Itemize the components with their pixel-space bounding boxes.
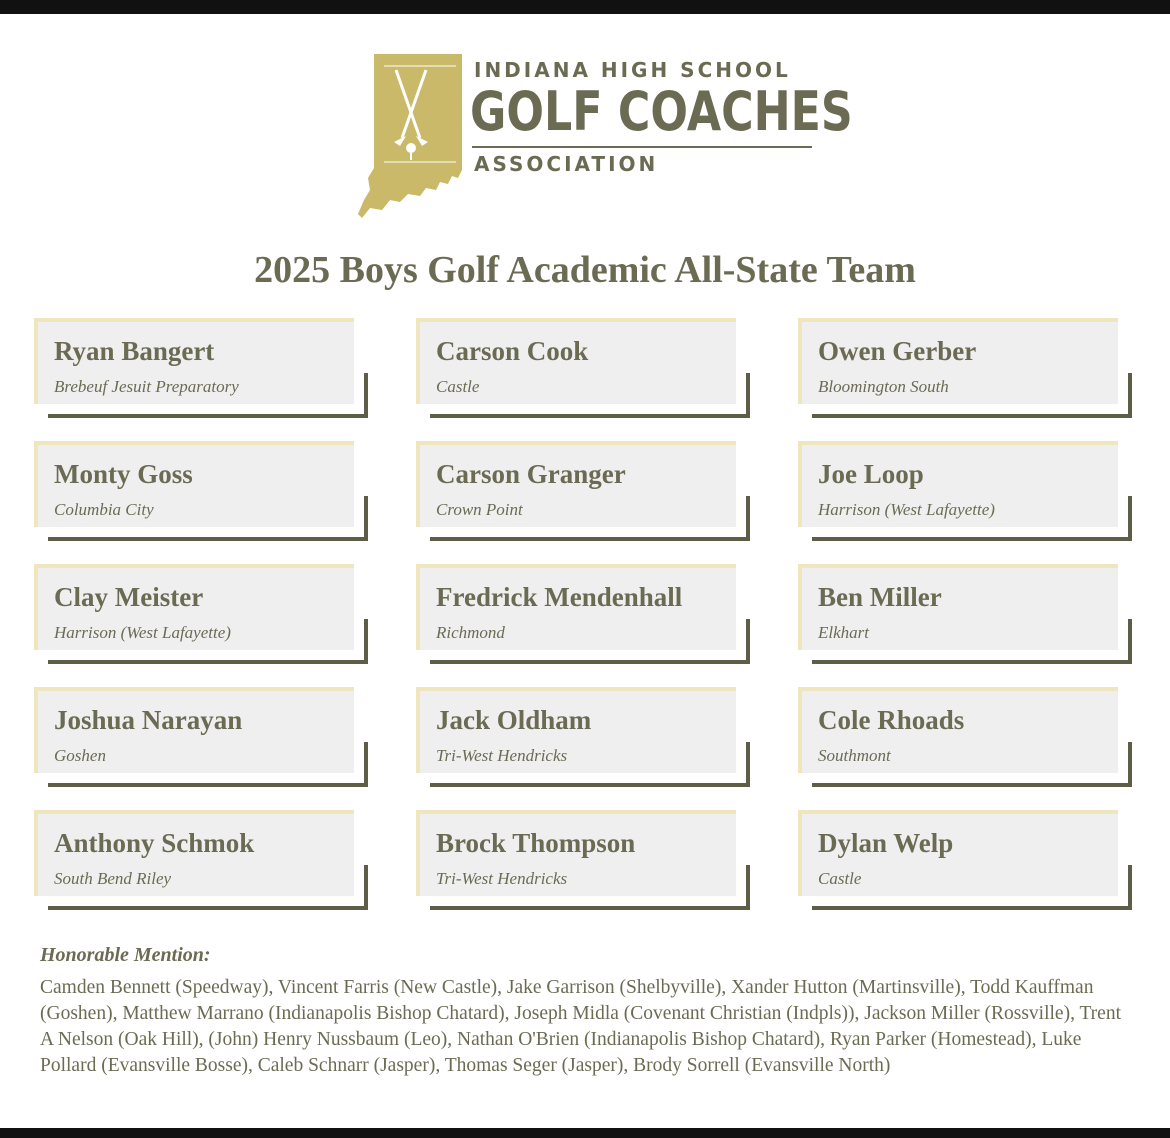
indiana-state-logo-icon bbox=[356, 50, 466, 222]
card-shadow bbox=[746, 496, 750, 541]
player-card bbox=[416, 810, 750, 908]
player-school: Goshen bbox=[54, 746, 106, 765]
card-shadow bbox=[746, 742, 750, 787]
player-card bbox=[34, 564, 368, 662]
card-shadow bbox=[364, 373, 368, 418]
top-border bbox=[0, 0, 1170, 14]
card-shadow bbox=[48, 906, 368, 910]
card-shadow bbox=[364, 496, 368, 541]
card-shadow bbox=[1128, 496, 1132, 541]
player-name: Monty Goss bbox=[54, 459, 193, 489]
card-shadow bbox=[48, 414, 368, 418]
player-school: Elkhart bbox=[818, 623, 869, 642]
player-name: Brock Thompson bbox=[436, 828, 636, 858]
player-school: Crown Point bbox=[436, 500, 523, 519]
player-card bbox=[798, 687, 1132, 785]
card-shadow bbox=[812, 414, 1132, 418]
player-card bbox=[798, 318, 1132, 416]
player-school: Castle bbox=[818, 869, 862, 888]
card-shadow bbox=[746, 619, 750, 664]
player-name: Ryan Bangert bbox=[54, 336, 215, 366]
card-shadow bbox=[364, 865, 368, 910]
player-name: Joe Loop bbox=[818, 459, 924, 489]
card-shadow bbox=[1128, 865, 1132, 910]
card-shadow bbox=[1128, 619, 1132, 664]
player-card bbox=[34, 441, 368, 539]
card-shadow bbox=[1128, 742, 1132, 787]
honorable-mention-list: Camden Bennett (Speedway), Vincent Farris (New Castle), Jake Garrison (Shelbyville), Xander Hutton (Martinsville), Todd Kauffman (Goshen), Matthew Marrano (Indianapolis Bishop Chatard), Joseph Midla (Covenant Christian (Indpls)), Jackson Miller (Rossville), Trent A Nelson (Oak Hill), (John) Henry Nussbaum (Leo), Nathan O'Brien (Indianapolis Bishop Chatard), Ryan Parker (Homestead), Luke Pollard (Evansville Bosse), Caleb Schnarr (Jasper), Thomas Seger (Jasper), Brody Sorrell (Evansville North) bbox=[40, 977, 1122, 1076]
card-shadow bbox=[430, 906, 750, 910]
card-shadow bbox=[48, 660, 368, 664]
player-card bbox=[416, 687, 750, 785]
player-name: Clay Meister bbox=[54, 582, 204, 612]
player-card bbox=[798, 810, 1132, 908]
card-shadow bbox=[48, 537, 368, 541]
player-school: Tri-West Hendricks bbox=[436, 869, 568, 888]
card-shadow bbox=[430, 537, 750, 541]
player-name: Ben Miller bbox=[818, 582, 942, 612]
player-card bbox=[416, 564, 750, 662]
card-shadow bbox=[364, 742, 368, 787]
player-school: Southmont bbox=[818, 746, 891, 765]
player-name: Owen Gerber bbox=[818, 336, 977, 366]
player-name: Fredrick Mendenhall bbox=[436, 582, 683, 612]
card-shadow bbox=[812, 537, 1132, 541]
card-shadow bbox=[746, 373, 750, 418]
card-shadow bbox=[1128, 373, 1132, 418]
card-shadow bbox=[430, 414, 750, 418]
player-school: Harrison (West Lafayette) bbox=[818, 500, 995, 519]
player-card bbox=[416, 441, 750, 539]
card-shadow bbox=[746, 865, 750, 910]
player-school: Brebeuf Jesuit Preparatory bbox=[54, 377, 239, 396]
player-name: Anthony Schmok bbox=[54, 828, 255, 858]
card-shadow bbox=[812, 906, 1132, 910]
player-school: Columbia City bbox=[54, 500, 154, 519]
card-shadow bbox=[48, 783, 368, 787]
player-name: Dylan Welp bbox=[818, 828, 954, 858]
player-card bbox=[798, 564, 1132, 662]
player-school: Tri-West Hendricks bbox=[436, 746, 568, 765]
player-school: Harrison (West Lafayette) bbox=[54, 623, 231, 642]
association-logo bbox=[356, 50, 853, 222]
org-line-3: ASSOCIATION bbox=[474, 152, 659, 176]
honorable-mention-label: Honorable Mention: bbox=[40, 944, 211, 966]
card-shadow bbox=[812, 783, 1132, 787]
player-name: Carson Granger bbox=[436, 459, 626, 489]
card-shadow bbox=[430, 660, 750, 664]
card-shadow bbox=[812, 660, 1132, 664]
player-card bbox=[34, 318, 368, 416]
logo-divider bbox=[472, 146, 812, 148]
player-school: Richmond bbox=[436, 623, 505, 642]
player-school: Bloomington South bbox=[818, 377, 949, 396]
org-line-1: INDIANA HIGH SCHOOL bbox=[474, 58, 791, 82]
player-school: Castle bbox=[436, 377, 480, 396]
player-card bbox=[34, 687, 368, 785]
page-title: 2025 Boys Golf Academic All-State Team bbox=[254, 249, 916, 291]
player-name: Carson Cook bbox=[436, 336, 589, 366]
player-card bbox=[416, 318, 750, 416]
player-name: Cole Rhoads bbox=[818, 705, 965, 735]
player-card bbox=[34, 810, 368, 908]
org-line-2: GOLF COACHES bbox=[470, 80, 853, 143]
player-school: South Bend Riley bbox=[54, 869, 172, 888]
player-card bbox=[798, 441, 1132, 539]
card-shadow bbox=[430, 783, 750, 787]
player-name: Jack Oldham bbox=[436, 705, 592, 735]
player-name: Joshua Narayan bbox=[54, 705, 243, 735]
bottom-border bbox=[0, 1128, 1170, 1138]
card-shadow bbox=[364, 619, 368, 664]
